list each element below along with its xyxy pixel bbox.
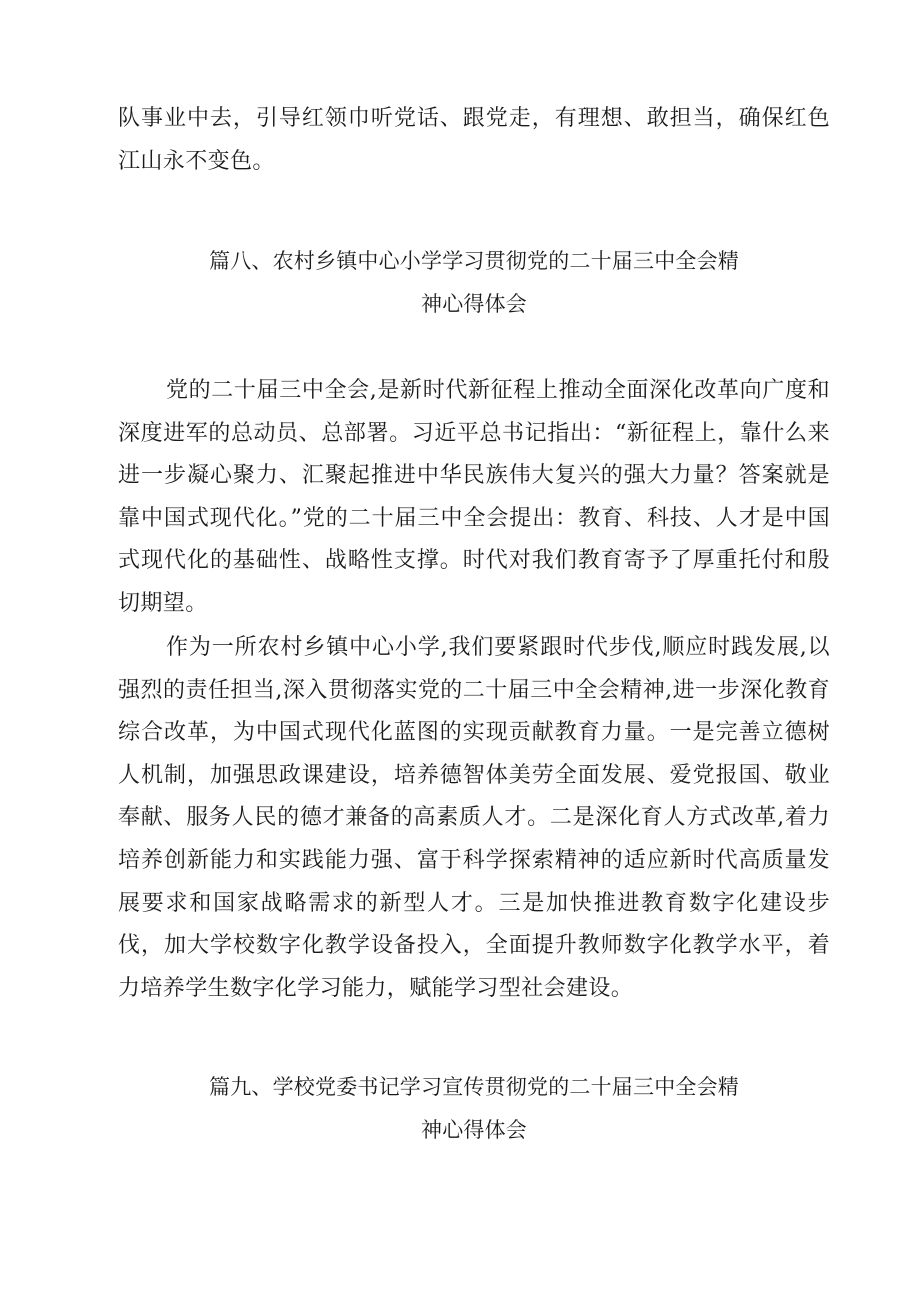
section-8-title: [118, 240, 830, 326]
section-8-title-line-1: 篇八、农村乡镇中心小学学习贯彻党的二十届三中全会精: [209, 249, 739, 273]
section-8-paragraph-1: 党的二十届三中全会,是新时代新征程上推动全面深化改革向广度和深度进军的总动员、总部署。习近平总书记指出：“新征程上，靠什么来进一步凝心聚力、汇聚起推进中华民族伟大复兴的强大力量？答案就是靠中国式现代化。”党的二十届三中全会提出：教育、科技、人才是中国式现代化的基础性、战略性支撑。时代对我们教育寄予了厚重托付和殷切期望。: [118, 378, 830, 616]
section-9-title-line-1: 篇九、学校党委书记学习宣传贯彻党的二十届三中全会精: [209, 1075, 739, 1099]
intro-paragraph: 队事业中去，引导红领巾听党话、跟党走，有理想、敢担当，确保红色江山永不变色。: [118, 106, 830, 174]
section-8-paragraph-2: 作为一所农村乡镇中心小学,我们要紧跟时代步伐,顺应时践发展,以强烈的责任担当,深入贯彻落实党的二十届三中全会精神,进一步深化教育综合改革，为中国式现代化蓝图的实现贡献教育力量。一是完善立德树人机制，加强思政课建设，培养德智体美劳全面发展、爱党报国、敬业奉献、服务人民的德才兼备的高素质人才。二是深化育人方式改革,着力培养创新能力和实践能力强、富于科学探索精神的适应新时代高质量发展要求和国家战略需求的新型人才。三是加快推进教育数字化建设步伐，加大学校数字化教学设备投入，全面提升教师数字化教学水平，着力培养学生数字化学习能力，赋能学习型社会建设。: [118, 635, 830, 1001]
section-9-title: [118, 1066, 830, 1152]
section-9-title-line-2: 神心得体会: [421, 1118, 527, 1142]
section-8-title-line-2: 神心得体会: [421, 292, 527, 316]
